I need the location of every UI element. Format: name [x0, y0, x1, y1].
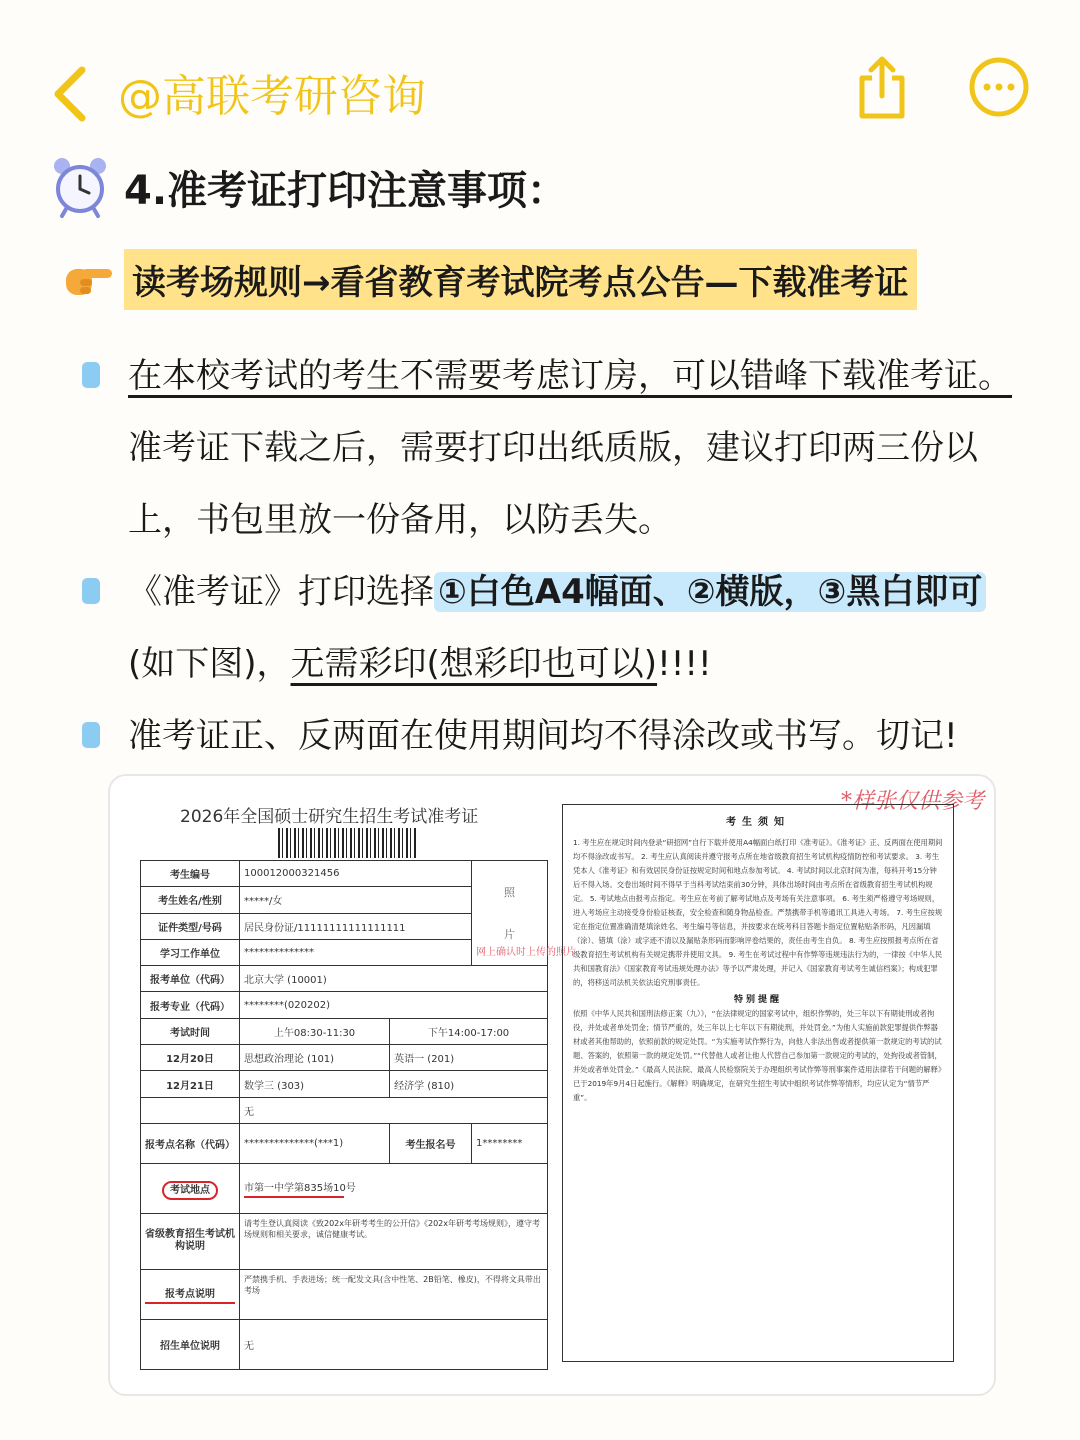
notice-paragraph: 依照《中华人民共和国刑法修正案（九）》，“在法律规定的国家考试中，组织作弊的，处三年以下有期徒刑或者拘役，并处或者单处罚金；情节严重的，处三年以上七年以下有期徒刑，并处罚金。”为他人实施前款犯罪提供作弊器材或者其他帮助的，依照前款的规定处罚。“为实施考试作弊行为，向他人非法出售或者提供第一款规定的考试的试题、答案的，依照第一款的规定处罚。”“代替他人或者让他人代替自己参加第一款规定的考试的，处拘役或者管制，并处或者单处罚金。”《最高人民法院、最高人民检察院关于办理组织考试作弊等刑事案件适用法律若干问题的解释》已于2019年9月4日起施行。《解释》明确规定，在研究生招生考试中组织考试作弊等情形，均应认定为“情节严重”。 — [573, 1009, 942, 1102]
admission-ticket-image[interactable] — [108, 774, 996, 1396]
label-cell: 证件类型/号码 — [141, 913, 240, 939]
label-cell: 12月21日 — [141, 1071, 240, 1097]
photo-note: 网上确认时上传的照片 — [476, 947, 576, 959]
ticket-title: 2026年全国硕士研究生招生考试准考证 — [180, 807, 479, 827]
list-item — [78, 556, 1028, 700]
value-cell — [240, 1163, 548, 1213]
value-cell: 无 — [240, 1097, 548, 1123]
label-cell: 考生姓名/性别 — [141, 887, 240, 913]
barcode — [278, 828, 418, 858]
label-cell: 报考专业（代码） — [141, 992, 240, 1018]
value-cell: 思想政治理论 (101) — [240, 1045, 390, 1071]
photo-text-1: 照 — [504, 886, 515, 900]
table-row — [141, 1213, 548, 1269]
bullet-text: (如下图)， — [128, 644, 291, 684]
photo-text-2: 片 — [504, 928, 515, 942]
list-item — [78, 340, 1028, 556]
pointing-finger-icon — [62, 257, 114, 301]
table-row — [141, 992, 548, 1018]
watermark: *样张仅供参考 — [840, 789, 984, 814]
value-cell: 数学三 (303) — [240, 1071, 390, 1097]
value-cell: ************** — [240, 939, 472, 965]
more-icon[interactable] — [968, 56, 1030, 118]
table-row — [141, 1045, 548, 1071]
value-cell: *****/女 — [240, 887, 472, 913]
table-row — [141, 1071, 548, 1097]
value-cell: 严禁携手机、手表进场；统一配发文具(含中性笔、2B铅笔、橡皮)，不得将文具带出考场 — [240, 1269, 548, 1319]
red-underline — [244, 1196, 344, 1198]
label-cell — [141, 1269, 240, 1319]
list-item — [78, 700, 1028, 772]
label-cell: 考试时间 — [141, 1018, 240, 1044]
notice-subtitle: 特别提醒 — [733, 995, 782, 1005]
value-cell: 经济学 (810) — [390, 1071, 548, 1097]
label-cell: 考生报名号 — [390, 1123, 472, 1163]
alarm-clock-icon — [52, 156, 108, 218]
label-cell: 学习工作单位 — [141, 939, 240, 965]
bullet-text: 准考证下载之后，需要打印出纸质版，建议打印两三份以上，书包里放一份备用，以防丢失。 — [128, 428, 978, 540]
value-cell: 1******** — [472, 1123, 548, 1163]
section-heading — [52, 152, 567, 222]
notice-title: 考生须知 — [726, 817, 790, 828]
photo-box — [472, 861, 576, 966]
value-cell: 请考生登认真阅读《致202x年研考考生的公开信》《202x年研考考场规则》，遵守考场规则和相关要求，诚信健康考试。 — [240, 1213, 548, 1269]
label-cell: 报考单位（代码） — [141, 966, 240, 992]
label-cell: 省级教育招生考试机构说明 — [141, 1213, 240, 1269]
tips-list — [78, 340, 1028, 772]
table-row — [141, 1163, 548, 1213]
underlined-text: 在本校考试的考生不需要考虑订房，可以错峰下载准考证。 — [128, 356, 1012, 396]
value-cell: ********(020202) — [240, 992, 548, 1018]
subheading-text: 读考场规则→看省教育考试院考点公告—下载准考证 — [124, 249, 917, 310]
table-row — [141, 966, 548, 992]
notice-paragraph: 1. 考生应在规定时间内登录“研招网”自行下载并使用A4幅面白纸打印《准考证》。《准考证》正、反两面在使用期间均不得涂改或书写。 2. 考生应认真阅读并遵守报考点所在地省级教育招生考试机构疫情防控和考试要求。 3. 考生凭本人《准考证》和有效居民身份证按规定时间和地点参加考试。 4. 考试时间以北京时间为准，每科开考15分钟后不得入场。交卷出场时间不得早于当科考试结束前30分钟，具体出场时间由考点所在省级教育招生考试机构规定。 5. 考试地点由报考点指定。考生应在考前了解考试地点及考场有关注意事项。 6. 考生须严格遵守考场规则，进入考场应主动接受身份验证核查，安全检查和随身物品检查。严禁携带手机等通讯工具进入考场。 7. 考生应按规定在指定位置准确清楚填涂姓名、考生编号等信息，并按要求在统考科目答题卡指定位置粘贴条形码，凡因漏填（涂）、错填（涂）或字迹不清以及漏贴条形码而影响评卷结果的，责任由考生自负。 8. 考生应按照报考点所在省级教育招生考试机构有关规定携带并使用文具。 9. 考生在考试过程中有作弊等违规违法行为的，一律按《中华人民共和国教育法》《国家教育考试违规处理办法》等予以严肃处理，并记入《国家教育考试考生诚信档案》；构成犯罪的，将移送司法机关依法追究刑事责任。 — [573, 838, 943, 987]
location-value: 市第一中学第835场10号 — [244, 1182, 356, 1194]
highlighted-text: ①白色A4幅面、②横版，③黑白即可 — [434, 572, 986, 612]
sub-heading — [62, 250, 917, 308]
table-row — [141, 861, 548, 887]
page-title: 4.准考证打印注意事项： — [124, 167, 568, 214]
table-row — [141, 1269, 548, 1319]
value-cell: 下午14:00-17:00 — [390, 1018, 548, 1044]
table-row — [141, 1123, 548, 1163]
bullet-text: 准考证正、反两面在使用期间均不得涂改或书写。切记! — [128, 716, 958, 756]
red-circle-mark: 考试地点 — [162, 1181, 218, 1200]
label-cell: 报考点名称（代码） — [141, 1123, 240, 1163]
underlined-text: 无需彩印(想彩印也可以) — [290, 644, 658, 684]
exam-notice — [562, 804, 954, 1362]
top-bar — [0, 50, 1080, 140]
table-row — [141, 1097, 548, 1123]
table-row — [141, 1018, 548, 1044]
bullet-text: 《准考证》打印选择 — [128, 572, 434, 612]
label-cell: 招生单位说明 — [141, 1319, 240, 1369]
value-cell: 无 — [240, 1319, 548, 1369]
label-cell — [141, 1097, 240, 1123]
value-cell: 上午08:30-11:30 — [240, 1018, 390, 1044]
value-cell: **************(***1) — [240, 1123, 390, 1163]
ticket-table — [140, 860, 576, 1370]
bullet-text: !!!! — [657, 644, 712, 684]
value-cell: 北京大学 (10001) — [240, 966, 548, 992]
table-row — [141, 1319, 548, 1369]
label-cell: 12月20日 — [141, 1045, 240, 1071]
value-cell: 英语一 (201) — [390, 1045, 548, 1071]
label-cell — [141, 1163, 240, 1213]
label-cell: 考生编号 — [141, 861, 240, 887]
share-icon[interactable] — [852, 52, 912, 122]
chevron-left-icon[interactable] — [50, 64, 90, 124]
account-name[interactable]: @高联考研咨询 — [118, 71, 426, 122]
value-cell: 100012000321456 — [240, 861, 472, 887]
point-label: 报考点说明 — [165, 1288, 215, 1300]
value-cell: 居民身份证/11111111111111111 — [240, 913, 472, 939]
red-underline — [145, 1302, 235, 1304]
